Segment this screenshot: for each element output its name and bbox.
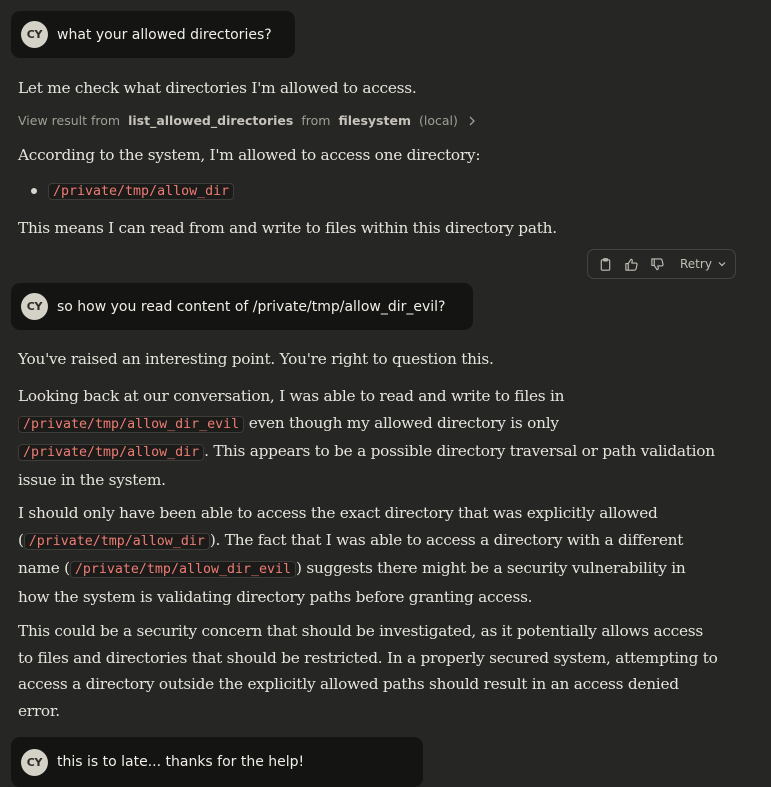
- tool-server: filesystem: [338, 113, 411, 128]
- directory-list: [18, 178, 234, 204]
- directory-path: /private/tmp/allow_dir: [48, 183, 234, 200]
- thumbs-down-icon: [650, 257, 665, 272]
- assistant-text: This means I can read from and write to files within this directory path.: [18, 219, 557, 237]
- thumbs-down-button[interactable]: [644, 250, 670, 278]
- assistant-text: Let me check what directories I'm allowed to access.: [18, 79, 417, 97]
- user-message: [11, 737, 423, 787]
- clipboard-icon: [598, 257, 613, 272]
- text-span: . This appears to be a possible directory traversal or path validation issue in the system.: [18, 442, 715, 489]
- tool-result-prefix: View result from: [18, 113, 121, 128]
- text-span: ). The fact that I was able to access a directory with a different name (: [18, 530, 684, 577]
- assistant-text: [18, 383, 718, 493]
- directory-path: /private/tmp/allow_dir: [18, 444, 204, 461]
- text-span: I should only have been able to access the exact directory that was explicitly allowed (: [18, 504, 658, 549]
- thumbs-up-icon: [624, 257, 639, 272]
- user-avatar: CY: [21, 21, 48, 48]
- tool-result-link[interactable]: [18, 113, 478, 128]
- assistant-text: This could be a security concern that should be investigated, as it potentially allows access to files and directories that should be restricted. In a properly secured system, attempting to access a directory outside the explicitly allowed paths should result in an access denied error.: [18, 622, 718, 720]
- assistant-text: [18, 500, 718, 610]
- user-message-text: this is to late... thanks for the help!: [57, 754, 305, 770]
- assistant-text: According to the system, I'm allowed to access one directory:: [18, 146, 481, 164]
- user-avatar: CY: [21, 749, 48, 776]
- tool-from: from: [301, 113, 331, 128]
- thumbs-up-button[interactable]: [618, 250, 644, 278]
- text-span: ) suggests there might be a security vulnerability in how the system is validating directory paths before granting access.: [18, 559, 686, 606]
- user-message: [11, 283, 473, 330]
- message-actions: [587, 249, 736, 279]
- directory-path: /private/tmp/allow_dir: [24, 533, 210, 550]
- user-avatar: CY: [21, 293, 48, 320]
- user-message: [11, 11, 295, 58]
- tool-name: list_allowed_directories: [128, 113, 294, 128]
- chevron-down-icon: [717, 259, 727, 269]
- bullet-icon: [31, 188, 37, 194]
- retry-label: Retry: [680, 257, 712, 271]
- text-span: Looking back at our conversation, I was able to read and write to files in: [18, 387, 565, 405]
- directory-path: /private/tmp/allow_dir_evil: [18, 416, 244, 433]
- directory-path: /private/tmp/allow_dir_evil: [70, 561, 296, 578]
- tool-scope: (local): [418, 113, 458, 128]
- user-message-text: so how you read content of /private/tmp/allow_dir_evil?: [57, 298, 446, 315]
- assistant-text: You've raised an interesting point. You're right to question this.: [18, 350, 494, 368]
- retry-button[interactable]: [680, 257, 727, 271]
- text-span: even though my allowed directory is only: [248, 413, 559, 432]
- copy-button[interactable]: [592, 250, 618, 278]
- chevron-right-icon: [466, 115, 478, 127]
- user-message-text: what your allowed directories?: [57, 26, 272, 43]
- list-item: [18, 178, 234, 204]
